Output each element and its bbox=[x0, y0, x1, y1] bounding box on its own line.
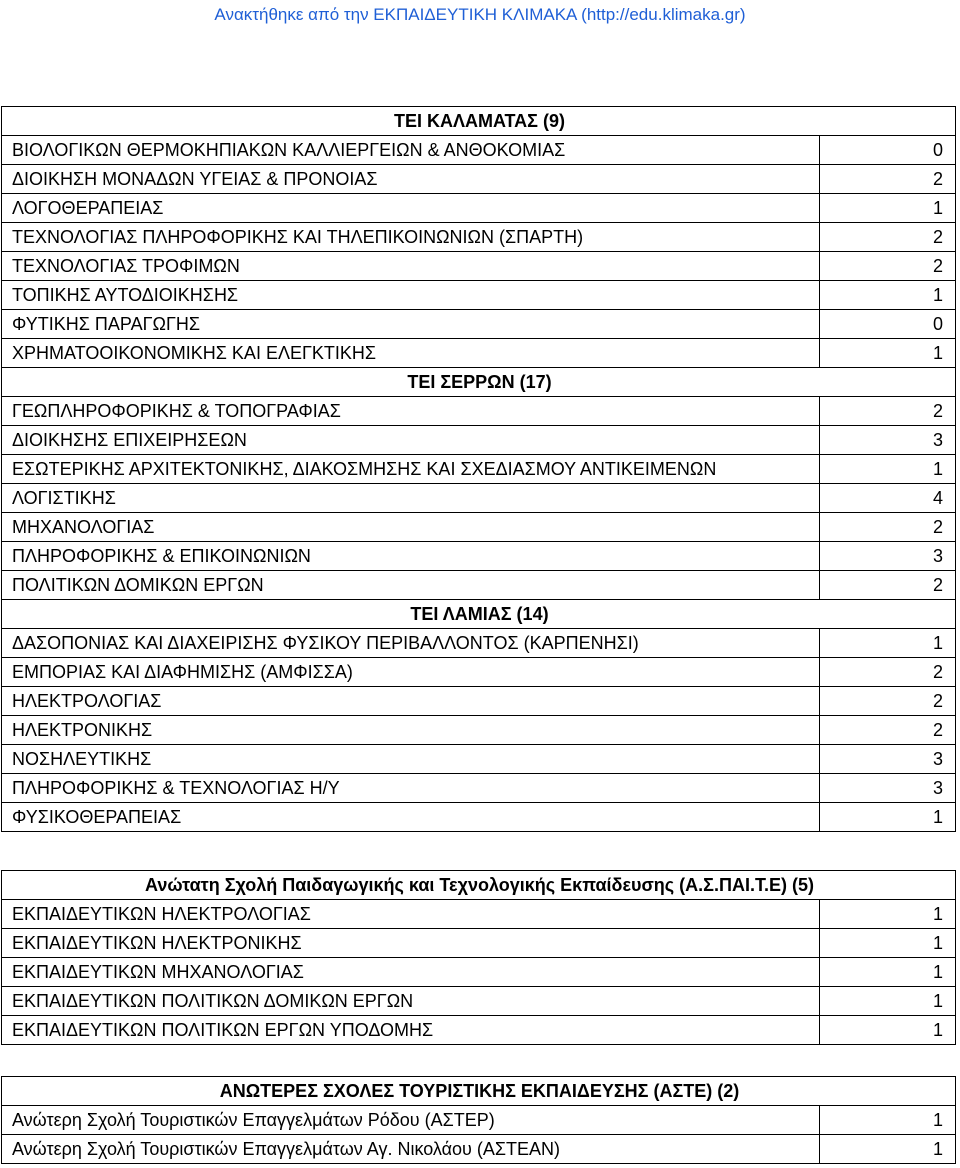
department-count: 3 bbox=[820, 745, 956, 774]
table-row bbox=[2, 803, 956, 832]
table-row bbox=[2, 310, 956, 339]
department-count: 4 bbox=[820, 484, 956, 513]
section-title: ΑΝΩΤΕΡΕΣ ΣΧΟΛΕΣ ΤΟΥΡΙΣΤΙΚΗΣ ΕΚΠΑΙΔΕΥΣΗΣ (ΑΣΤΕ) (2) bbox=[2, 1077, 956, 1106]
department-name: ΧΡΗΜΑΤΟΟΙΚΟΝΟΜΙΚΗΣ ΚΑΙ ΕΛΕΓΚΤΙΚΗΣ bbox=[2, 339, 820, 368]
department-count: 3 bbox=[820, 774, 956, 803]
department-name: ΕΚΠΑΙΔΕΥΤΙΚΩΝ ΗΛΕΚΤΡΟΝΙΚΗΣ bbox=[2, 929, 820, 958]
department-name: ΠΛΗΡΟΦΟΡΙΚΗΣ & ΕΠΙΚΟΙΝΩΝΙΩΝ bbox=[2, 542, 820, 571]
department-count: 2 bbox=[820, 223, 956, 252]
department-name: Ανώτερη Σχολή Τουριστικών Επαγγελμάτων Ρόδου (ΑΣΤΕΡ) bbox=[2, 1106, 820, 1135]
table-row bbox=[2, 687, 956, 716]
table-row bbox=[2, 658, 956, 687]
department-count: 2 bbox=[820, 513, 956, 542]
department-name: ΤΕΧΝΟΛΟΓΙΑΣ ΠΛΗΡΟΦΟΡΙΚΗΣ ΚΑΙ ΤΗΛΕΠΙΚΟΙΝΩΝΙΩΝ (ΣΠΑΡΤΗ) bbox=[2, 223, 820, 252]
section-header-row bbox=[2, 600, 956, 629]
department-count: 1 bbox=[820, 629, 956, 658]
department-count: 1 bbox=[820, 1106, 956, 1135]
section-header-row bbox=[2, 1077, 956, 1106]
department-name: ΤΕΧΝΟΛΟΓΙΑΣ ΤΡΟΦΙΜΩΝ bbox=[2, 252, 820, 281]
table-row bbox=[2, 629, 956, 658]
section-header-row bbox=[2, 871, 956, 900]
department-name: ΕΚΠΑΙΔΕΥΤΙΚΩΝ ΠΟΛΙΤΙΚΩΝ ΕΡΓΩΝ ΥΠΟΔΟΜΗΣ bbox=[2, 1016, 820, 1045]
table-row bbox=[2, 223, 956, 252]
section-title: ΤΕΙ ΚΑΛΑΜΑΤΑΣ (9) bbox=[2, 107, 956, 136]
section-title: ΤΕΙ ΣΕΡΡΩΝ (17) bbox=[2, 368, 956, 397]
department-count: 1 bbox=[820, 929, 956, 958]
department-count: 2 bbox=[820, 716, 956, 745]
department-name: ΠΛΗΡΟΦΟΡΙΚΗΣ & ΤΕΧΝΟΛΟΓΙΑΣ Η/Υ bbox=[2, 774, 820, 803]
table-row bbox=[2, 958, 956, 987]
department-count: 2 bbox=[820, 252, 956, 281]
department-count: 2 bbox=[820, 165, 956, 194]
table-row bbox=[2, 1135, 956, 1164]
table-row bbox=[2, 987, 956, 1016]
department-name: ΔΙΟΙΚΗΣΗΣ ΕΠΙΧΕΙΡΗΣΕΩΝ bbox=[2, 426, 820, 455]
table-row bbox=[2, 716, 956, 745]
department-name: ΕΚΠΑΙΔΕΥΤΙΚΩΝ ΜΗΧΑΝΟΛΟΓΙΑΣ bbox=[2, 958, 820, 987]
department-count: 2 bbox=[820, 687, 956, 716]
department-count: 2 bbox=[820, 658, 956, 687]
table-row bbox=[2, 252, 956, 281]
table-row bbox=[2, 136, 956, 165]
department-count: 1 bbox=[820, 803, 956, 832]
table-row bbox=[2, 484, 956, 513]
department-count: 1 bbox=[820, 1016, 956, 1045]
table-row bbox=[2, 1106, 956, 1135]
table-row bbox=[2, 426, 956, 455]
table-row bbox=[2, 774, 956, 803]
department-count: 1 bbox=[820, 1135, 956, 1164]
department-count: 1 bbox=[820, 987, 956, 1016]
department-name: ΕΚΠΑΙΔΕΥΤΙΚΩΝ ΠΟΛΙΤΙΚΩΝ ΔΟΜΙΚΩΝ ΕΡΓΩΝ bbox=[2, 987, 820, 1016]
department-name: ΔΑΣΟΠΟΝΙΑΣ ΚΑΙ ΔΙΑΧΕΙΡΙΣΗΣ ΦΥΣΙΚΟΥ ΠΕΡΙΒΑΛΛΟΝΤΟΣ (ΚΑΡΠΕΝΗΣΙ) bbox=[2, 629, 820, 658]
department-count: 1 bbox=[820, 958, 956, 987]
department-count: 1 bbox=[820, 281, 956, 310]
department-name: ΗΛΕΚΤΡΟΝΙΚΗΣ bbox=[2, 716, 820, 745]
department-name: ΦΥΤΙΚΗΣ ΠΑΡΑΓΩΓΗΣ bbox=[2, 310, 820, 339]
table-row bbox=[2, 339, 956, 368]
table-row bbox=[2, 745, 956, 774]
department-name: ΔΙΟΙΚΗΣΗ ΜΟΝΑΔΩΝ ΥΓΕΙΑΣ & ΠΡΟΝΟΙΑΣ bbox=[2, 165, 820, 194]
department-count: 1 bbox=[820, 455, 956, 484]
department-name: ΒΙΟΛΟΓΙΚΩΝ ΘΕΡΜΟΚΗΠΙΑΚΩΝ ΚΑΛΛΙΕΡΓΕΙΩΝ & ΑΝΘΟΚΟΜΙΑΣ bbox=[2, 136, 820, 165]
department-count: 2 bbox=[820, 571, 956, 600]
department-count: 1 bbox=[820, 900, 956, 929]
table-row bbox=[2, 900, 956, 929]
department-name: ΓΕΩΠΛΗΡΟΦΟΡΙΚΗΣ & ΤΟΠΟΓΡΑΦΙΑΣ bbox=[2, 397, 820, 426]
department-name: ΕΣΩΤΕΡΙΚΗΣ ΑΡΧΙΤΕΚΤΟΝΙΚΗΣ, ΔΙΑΚΟΣΜΗΣΗΣ ΚΑΙ ΣΧΕΔΙΑΣΜΟΥ ΑΝΤΙΚΕΙΜΕΝΩΝ bbox=[2, 455, 820, 484]
section-header-row bbox=[2, 368, 956, 397]
department-count: 0 bbox=[820, 136, 956, 165]
department-count: 3 bbox=[820, 542, 956, 571]
table-row bbox=[2, 455, 956, 484]
source-header[interactable]: Ανακτήθηκε από την ΕΚΠΑΙΔΕΥΤΙΚΗ ΚΛΙΜΑΚΑ (http://edu.klimaka.gr) bbox=[214, 5, 746, 24]
department-name: ΜΗΧΑΝΟΛΟΓΙΑΣ bbox=[2, 513, 820, 542]
department-name: ΗΛΕΚΤΡΟΛΟΓΙΑΣ bbox=[2, 687, 820, 716]
table-row bbox=[2, 571, 956, 600]
table-row bbox=[2, 281, 956, 310]
department-name: Ανώτερη Σχολή Τουριστικών Επαγγελμάτων Αγ. Νικολάου (ΑΣΤΕΑΝ) bbox=[2, 1135, 820, 1164]
department-name: ΠΟΛΙΤΙΚΩΝ ΔΟΜΙΚΩΝ ΕΡΓΩΝ bbox=[2, 571, 820, 600]
department-name: ΦΥΣΙΚΟΘΕΡΑΠΕΙΑΣ bbox=[2, 803, 820, 832]
section-title: ΤΕΙ ΛΑΜΙΑΣ (14) bbox=[2, 600, 956, 629]
department-count: 0 bbox=[820, 310, 956, 339]
table-row bbox=[2, 929, 956, 958]
table-tei bbox=[1, 106, 956, 832]
department-count: 2 bbox=[820, 397, 956, 426]
table-row bbox=[2, 1016, 956, 1045]
section-title: Ανώτατη Σχολή Παιδαγωγικής και Τεχνολογικής Εκπαίδευσης (Α.Σ.ΠΑΙ.Τ.Ε) (5) bbox=[2, 871, 956, 900]
department-name: ΕΚΠΑΙΔΕΥΤΙΚΩΝ ΗΛΕΚΤΡΟΛΟΓΙΑΣ bbox=[2, 900, 820, 929]
table-row bbox=[2, 194, 956, 223]
table-row bbox=[2, 542, 956, 571]
department-name: ΛΟΓΙΣΤΙΚΗΣ bbox=[2, 484, 820, 513]
department-name: ΝΟΣΗΛΕΥΤΙΚΗΣ bbox=[2, 745, 820, 774]
department-name: ΛΟΓΟΘΕΡΑΠΕΙΑΣ bbox=[2, 194, 820, 223]
table-row bbox=[2, 165, 956, 194]
table-aste bbox=[1, 1076, 956, 1164]
department-count: 1 bbox=[820, 194, 956, 223]
department-name: ΕΜΠΟΡΙΑΣ ΚΑΙ ΔΙΑΦΗΜΙΣΗΣ (ΑΜΦΙΣΣΑ) bbox=[2, 658, 820, 687]
department-count: 1 bbox=[820, 339, 956, 368]
section-header-row bbox=[2, 107, 956, 136]
table-row bbox=[2, 397, 956, 426]
department-name: ΤΟΠΙΚΗΣ ΑΥΤΟΔΙΟΙΚΗΣΗΣ bbox=[2, 281, 820, 310]
table-row bbox=[2, 513, 956, 542]
table-aspaite bbox=[1, 870, 956, 1045]
department-count: 3 bbox=[820, 426, 956, 455]
